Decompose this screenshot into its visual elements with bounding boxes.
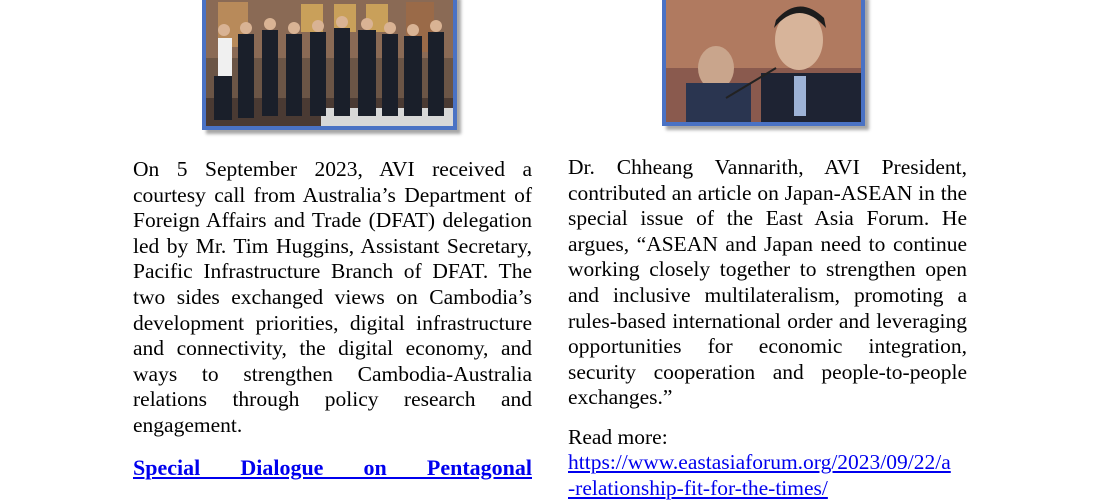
east-asia-forum-link[interactable]: https://www.eastasiaforum.org/2023/09/22/a <box>568 450 951 474</box>
dfat-visit-article <box>133 157 532 439</box>
delegation-group-photo <box>202 0 457 130</box>
japan-asean-article <box>568 155 967 411</box>
japan-asean-paragraph: Dr. Chheang Vannarith, AVI President, contributed an article on Japan-ASEAN in the special issue of the East Asia Forum. He argues, “ASEAN and Japan need to continue working closely together to strengthen open and inclusive multilateralism, promoting a rules-based international order and leveraging opportunities for economic integration, security cooperation and people-to-people exchanges.” <box>568 155 967 410</box>
east-asia-forum-link-continued[interactable]: -relationship-fit-for-the-times/ <box>568 476 828 500</box>
dfat-visit-paragraph: On 5 September 2023, AVI received a courtesy call from Australia’s Department of Foreign Affairs and Trade (DFAT) delegation led by Mr. Tim Huggins, Assistant Secretary, Pacific Infrastructure Branch of DFAT. The two sides exchanged views on Cambodia’s development priorities, digital infrastructure and connectivity, the digital economy, and ways to strengthen Cambodia-Australia relations through policy research and engagement. <box>133 157 532 437</box>
read-more-label: Read more: <box>568 425 668 449</box>
pentagonal-dialogue-heading-link[interactable]: Special Dialogue on Pentagonal <box>133 455 532 480</box>
speaker-photo <box>662 0 865 126</box>
